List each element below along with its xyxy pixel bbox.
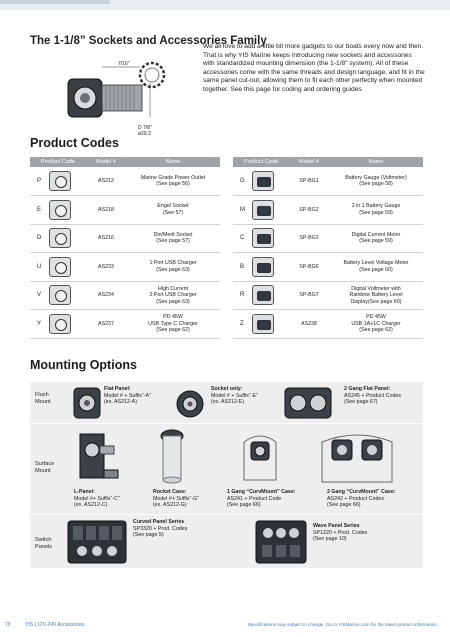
header-model: Model # [86,157,126,167]
product-code-letter: Z [240,320,244,327]
product-code-cell [30,196,86,225]
switch-panels-label [35,537,52,551]
product-name-line: (See page 63) [156,266,190,273]
product-name-line: (See page 59) [359,238,393,245]
product-name-line: 2 in 1 Battery Gauge [351,203,401,210]
product-name-line: Rainbow Battery Level [349,292,403,298]
table-row [30,281,220,310]
drawing-dim-label: D 7/8" [138,125,152,131]
product-name [126,167,220,196]
product-name-line: Battery Level Voltage Meter [343,260,409,267]
row-divider [30,514,423,515]
product-name-line: (See page 56) [156,181,190,187]
product-codes-table-right [233,157,423,339]
product-code-letter: M [240,206,245,213]
rainbow-voltmeter-icon [252,285,274,305]
rocket-case-title: Rocket Case: [153,489,187,495]
two-gang-curvmount-text [327,489,396,509]
model-number: AS237 [86,310,126,339]
product-name-line: (See page 63) [156,298,190,305]
product-code-cell [233,281,289,310]
product-name-line: Marine Grade Power Outlet [140,174,206,181]
product-name [126,310,220,339]
surface-mount-label [35,461,54,475]
l-panel-line2: (ex. AS212-C) [74,502,108,509]
product-code-cell [30,253,86,282]
two-gang-flat-panel-text [344,386,401,406]
flush-mount-text: Flush Mount [35,392,51,405]
mounting-options-title: Mounting Options [30,358,137,372]
l-panel-text [74,489,120,509]
product-code-letter: E [37,206,42,213]
top-bar [0,0,450,10]
product-name-line: High Current [157,285,189,292]
engel-socket-icon [49,200,71,220]
product-code-cell [30,224,86,253]
two-gang-flat-line1: AS245 + Product Codes [344,392,401,399]
product-code-cell [233,253,289,282]
model-number: SP-BG1 [289,167,329,196]
product-name-line: (See 57) [162,209,184,216]
model-number: AS212 [86,167,126,196]
table-row [30,196,220,225]
battery-gauge-icon [252,171,274,191]
product-name [329,281,423,310]
usb-a-c-charger-icon [252,314,274,334]
wave-panel-line2: (See page 10) [313,536,347,543]
two-gang-flat-panel-image [283,386,333,420]
battery-level-meter-icon [252,257,274,277]
model-number: SP-BG6 [289,253,329,282]
table-row [30,253,220,282]
table-row [30,167,220,196]
product-name [126,253,220,282]
product-code-letter: Y [37,320,42,327]
socket-only-image [174,388,206,420]
product-name-line: USB 1A+1C Charger [351,320,401,327]
rocket-case-line1: Model #+ Suffix“-G” [153,495,199,502]
footer-disclaimer: Specifications may subject to change. Go to YISMarine.com for the latest product information. [247,622,438,627]
product-code-cell [233,224,289,253]
wave-panel-title: Wave Panel Series [313,523,360,529]
rocket-case-text [153,489,199,509]
table-row [233,167,423,196]
one-gang-curvmount-line1: AS241 + Product Code [227,495,282,502]
product-code-cell [233,196,289,225]
battery-gauge-2in1-icon [252,200,274,220]
product-code-cell [30,310,86,339]
product-name-line: Digital Voltmeter with [351,285,401,292]
intro-paragraph: We all love to add a little bit more gadgets to our boats every now and then. That is why YIS Marine keeps introducing new sockets and accessories with standardized mounting dimension (the 1-1/8” system). All of these accessories come with the same threads and design language, and fit in the same panel cut-out, allowing them to fit each other perfectly when mounted together. See this page for coding and ordering guides [203,43,425,93]
socket-only-title: Socket only: [211,386,243,392]
product-name-line: USB Type C Charger [148,320,198,327]
table-row [30,224,220,253]
product-name [329,224,423,253]
table-row [233,310,423,339]
socket-only-line2: (ex. AS212-E) [211,399,244,406]
header-model: Model # [289,157,329,167]
current-meter-icon [252,228,274,248]
one-gang-curvmount-text [227,489,296,509]
one-gang-curvmount-image [240,428,280,484]
product-name-line: 1 Port USB Charger [149,260,197,267]
wave-panel-line1: SP1220 + Prod. Codes [313,529,368,536]
product-codes-table-left [30,157,220,339]
flat-panel-line1: Model # + Suffix“-A” [104,392,151,399]
model-number: AS216 [86,224,126,253]
header-name: Name [126,157,220,167]
model-number: SP-BG2 [289,196,329,225]
footer-section-label: YIS | 12V-24V Accessories [25,622,85,628]
product-name-line: (See page 57) [156,238,190,245]
product-code-letter: C [240,235,245,241]
model-number: SP-BG7 [289,281,329,310]
socket-dimension-drawing [60,55,180,145]
table-row [30,310,220,339]
usb-charger-icon [49,257,71,277]
product-code-letter: B [240,263,245,270]
one-gang-curvmount-title: 1 Gang “CurvMount” Case: [227,489,296,495]
product-code-letter: V [37,292,42,298]
product-codes-title: Product Codes [30,136,119,150]
product-name [329,167,423,196]
model-number: AS238 [289,310,329,339]
product-name-line: Digital Current Meter [351,231,401,238]
product-name [126,281,220,310]
product-name [329,253,423,282]
product-code-letter: U [37,263,42,270]
flat-panel-title: Flat Panel: [104,386,131,392]
table-row [233,196,423,225]
curved-panel-image [66,517,128,567]
dual-usb-charger-icon [49,285,71,305]
wave-panel-text [313,523,367,543]
header-product-code: Product Code [30,157,86,167]
two-gang-curvmount-line2: (See page 66) [327,502,361,509]
flat-panel-line2: (ex. AS212-A) [104,399,137,406]
product-name-line: 2 Port USB Charger [149,292,197,298]
usb-c-charger-icon [49,314,71,334]
two-gang-curvmount-line1: AS242 + Product Codes [327,495,384,502]
l-panel-image [74,428,122,484]
product-code-cell [30,167,86,196]
header-product-code: Product Code [233,157,289,167]
product-name-line: Display(See page 60) [350,298,402,305]
flat-panel-image [72,386,102,420]
product-code-cell [233,310,289,339]
top-bar-accent [0,0,110,4]
product-name [126,196,220,225]
product-name-line: Battery Gauge (Voltmeter) [345,174,407,181]
wave-panel-image [254,517,308,567]
product-code-cell [233,167,289,196]
product-name-line: (See page 60) [359,266,393,273]
two-gang-flat-title: 2 Gang Flat Panel: [344,386,391,392]
product-name-line: (See page 59) [359,209,393,216]
page-title: The 1-1/8” Sockets and Accessories Family [30,35,267,47]
product-code-cell [30,281,86,310]
product-name-line: Engel Socket [157,203,189,210]
product-code-letter: D [37,235,42,241]
product-name [329,310,423,339]
flush-mount-label [35,392,51,406]
curved-panel-line2: (See page 5) [133,532,164,539]
curved-panel-title: Curved Panel Series [133,519,185,525]
header-name: Name [329,157,423,167]
model-number: AS234 [86,281,126,310]
rocket-case-image [157,426,187,486]
product-code-letter: G [240,177,245,184]
flat-panel-text [104,386,151,406]
surface-mount-text: Surface Mount [35,461,55,474]
product-name-line: (See page 62) [156,327,190,333]
product-name-line: PD 45W [366,314,386,320]
product-name-line: PD 45W [163,314,183,320]
model-number: SP-BG3 [289,224,329,253]
power-outlet-icon [49,171,71,191]
product-name [126,224,220,253]
one-gang-curvmount-line2: (See page 66) [227,502,261,509]
curved-panel-text [133,519,187,539]
socket-only-text [211,386,258,406]
page-number: 70 [5,622,11,628]
table-row [233,281,423,310]
two-gang-curvmount-title: 2 Gang “CurvMount” Case: [327,489,396,495]
drawing-metric-label: ø29.3 [138,131,151,137]
table-row [233,224,423,253]
switch-panels-text: Switch Panels [35,537,53,550]
product-code-letter: R [240,292,245,298]
socket-only-line1: Model # + Suffix“-E” [211,392,258,399]
drawing-top-label: 7/16" [118,61,130,67]
row-divider [30,423,423,424]
product-name-line: (See page 62) [359,327,393,333]
two-gang-curvmount-image [318,426,396,486]
product-name-line: Din/Merit Socket [153,231,193,238]
model-number: AS218 [86,196,126,225]
two-gang-flat-line2: (See page 67) [344,399,378,406]
l-panel-title: L-Panel: [74,489,95,495]
product-code-letter: P [37,177,42,184]
din-merit-socket-icon [49,228,71,248]
l-panel-line1: Model #+ Suffix“-C” [74,495,120,502]
product-name [329,196,423,225]
table-row [233,253,423,282]
curved-panel-line1: SP3320 + Prod. Codes [133,525,188,532]
rocket-case-line2: (ex. AS212-G) [153,502,187,509]
product-name-line: (See page 58) [359,181,393,187]
model-number: AS233 [86,253,126,282]
